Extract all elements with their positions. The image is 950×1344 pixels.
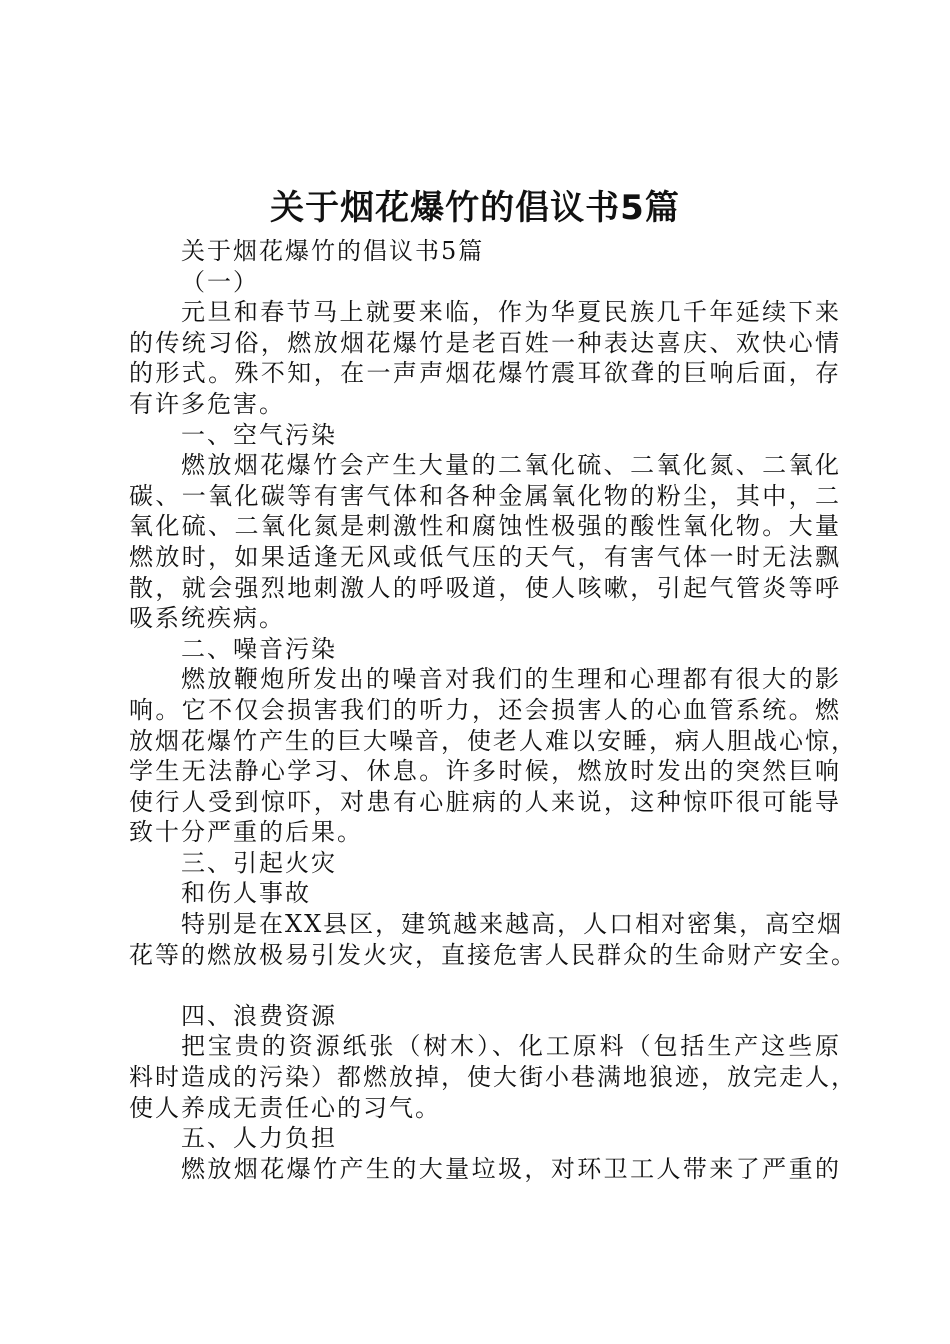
paragraph-line: 的传统习俗，燃放烟花爆竹是老百姓一种表达喜庆、欢快心情 [129, 328, 841, 357]
paragraph-line: 燃放烟花爆竹产生的大量垃圾，对环卫工人带来了严重的 [181, 1154, 841, 1183]
paragraph-line: 燃放烟花爆竹会产生大量的二氧化硫、二氧化氮、二氧化 [181, 451, 841, 480]
section-heading: 一、空气污染 [181, 420, 337, 449]
paragraph-line: 使行人受到惊吓，对患有心脏病的人来说，这种惊吓很可能导 [129, 787, 841, 816]
paragraph-line: 致十分严重的后果。 [129, 818, 363, 847]
document-body [129, 236, 857, 1184]
paragraph-line: 有许多危害。 [129, 389, 285, 418]
paragraph-line: 氧化硫、二氧化氮是刺激性和腐蚀性极强的酸性氧化物。大量 [129, 512, 841, 541]
paragraph-line: 散，就会强烈地刺激人的呼吸道，使人咳嗽，引起气管炎等呼 [129, 573, 841, 602]
section-heading: 二、噪音污染 [181, 634, 337, 663]
section-heading: 三、引起火灾 [181, 848, 337, 877]
paragraph-line: 响。它不仅会损害我们的听力，还会损害人的心血管系统。燃 [129, 695, 841, 724]
paragraph-line: 碳、一氧化碳等有害气体和各种金属氧化物的粉尘，其中，二 [129, 481, 841, 510]
paragraph-line: 元旦和春节马上就要来临，作为华夏民族几千年延续下来 [181, 298, 841, 327]
section-marker: （一） [181, 267, 259, 296]
paragraph-line: 把宝贵的资源纸张（树木）、化工原料（包括生产这些原 [181, 1032, 841, 1061]
document-title: 关于烟花爆竹的倡议书5篇 [270, 188, 680, 228]
paragraph-line: 使人养成无责任心的习气。 [129, 1093, 441, 1122]
paragraph-line: 燃放时，如果适逢无风或低气压的天气，有害气体一时无法飘 [129, 542, 841, 571]
paragraph-line: 花等的燃放极易引发火灾，直接危害人民群众的生命财产安全。 [129, 940, 857, 969]
paragraph-line: 料时造成的污染）都燃放掉，使大街小巷满地狼迹，放完走人， [129, 1063, 857, 1092]
blank-line [129, 970, 841, 1001]
paragraph-line: 燃放鞭炮所发出的噪音对我们的生理和心理都有很大的影 [181, 665, 841, 694]
section-heading-continued: 和伤人事故 [181, 879, 311, 908]
section-heading: 四、浪费资源 [181, 1001, 337, 1030]
section-heading: 五、人力负担 [181, 1124, 337, 1153]
paragraph-line: 学生无法静心学习、休息。许多时候，燃放时发出的突然巨响 [129, 757, 841, 786]
paragraph-line: 放烟花爆竹产生的巨大噪音，使老人难以安睡，病人胆战心惊， [129, 726, 857, 755]
paragraph-line: 特别是在XX县区，建筑越来越高，人口相对密集，高空烟 [181, 910, 844, 939]
paragraph-line: 的形式。殊不知，在一声声烟花爆竹震耳欲聋的巨响后面，存 [129, 359, 841, 388]
paragraph-line: 吸系统疾病。 [129, 604, 285, 633]
subtitle-line: 关于烟花爆竹的倡议书5篇 [181, 237, 485, 265]
